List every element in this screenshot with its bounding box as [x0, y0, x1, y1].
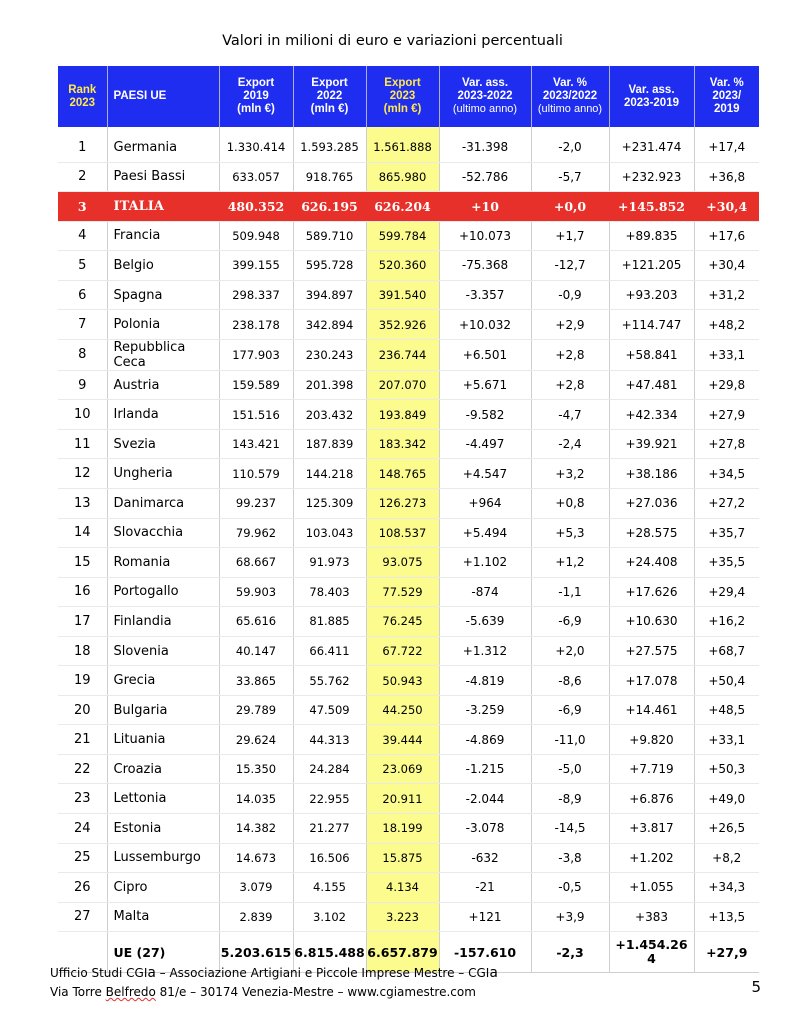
- country-cell: ITALIA: [107, 192, 219, 222]
- var-ass-2-cell: +232.923: [609, 162, 694, 192]
- var-ass-2-cell: +14.461: [609, 695, 694, 725]
- country-cell: Lussemburgo: [107, 843, 219, 873]
- table-row: [58, 754, 759, 784]
- var-ass-1-cell: -52.786: [439, 162, 531, 192]
- var-ass-2-cell: +28.575: [609, 518, 694, 548]
- var-ass-1-cell: +121: [439, 902, 531, 932]
- var-ass-1-cell: -1.215: [439, 754, 531, 784]
- rank-cell: 13: [58, 489, 107, 519]
- table-title: Valori in milioni di euro e variazioni percentuali: [222, 33, 563, 49]
- country-cell: Irlanda: [107, 400, 219, 430]
- rank-cell: 6: [58, 280, 107, 310]
- var-ass-1-cell: -3.259: [439, 695, 531, 725]
- export-2019-cell: 68.667: [219, 548, 293, 578]
- var-ass-1-cell: -3.357: [439, 280, 531, 310]
- var-pct-2-cell: +17,4: [694, 127, 759, 162]
- export-2019-cell: 59.903: [219, 577, 293, 607]
- export-2023-cell: 865.980: [366, 162, 439, 192]
- var-pct-1-cell: -0,9: [531, 280, 609, 310]
- rank-cell: 16: [58, 577, 107, 607]
- page-number: 5: [751, 978, 761, 996]
- var-pct-2-cell: +68,7: [694, 636, 759, 666]
- var-pct-1-cell: -6,9: [531, 695, 609, 725]
- export-2022-cell: 91.973: [293, 548, 366, 578]
- export-2019-cell: 33.865: [219, 666, 293, 696]
- rank-cell: 22: [58, 754, 107, 784]
- var-ass-1-cell: -9.582: [439, 400, 531, 430]
- table-row: [58, 221, 759, 251]
- export-2023-cell: 1.561.888: [366, 127, 439, 162]
- var-pct-1-cell: -6,9: [531, 607, 609, 637]
- total-var-ass-1: -157.610: [439, 932, 531, 973]
- var-pct-1-cell: +3,2: [531, 459, 609, 489]
- rank-cell: 9: [58, 370, 107, 400]
- country-cell: Germania: [107, 127, 219, 162]
- export-2019-cell: 238.178: [219, 310, 293, 340]
- export-2019-cell: 159.589: [219, 370, 293, 400]
- export-2019-cell: 298.337: [219, 280, 293, 310]
- rank-cell: 5: [58, 251, 107, 281]
- table-row: [58, 695, 759, 725]
- table-row: [58, 666, 759, 696]
- rank-cell: 12: [58, 459, 107, 489]
- var-ass-2-cell: +38.186: [609, 459, 694, 489]
- var-pct-1-cell: +2,8: [531, 370, 609, 400]
- rank-cell: 26: [58, 873, 107, 903]
- table-row: [58, 192, 759, 222]
- rank-cell: 10: [58, 400, 107, 430]
- table-row: [58, 429, 759, 459]
- export-2022-cell: 595.728: [293, 251, 366, 281]
- var-pct-2-cell: +27,2: [694, 489, 759, 519]
- export-2022-cell: 144.218: [293, 459, 366, 489]
- total-export-2022: 6.815.488: [293, 932, 366, 973]
- rank-cell: 3: [58, 192, 107, 222]
- export-2022-cell: 3.102: [293, 902, 366, 932]
- country-cell: Cipro: [107, 873, 219, 903]
- export-2022-cell: 78.403: [293, 577, 366, 607]
- export-2022-cell: 16.506: [293, 843, 366, 873]
- export-2019-cell: 15.350: [219, 754, 293, 784]
- rank-cell: 4: [58, 221, 107, 251]
- country-cell: Grecia: [107, 666, 219, 696]
- var-pct-1-cell: -8,6: [531, 666, 609, 696]
- export-2023-cell: 207.070: [366, 370, 439, 400]
- export-2023-cell: 18.199: [366, 814, 439, 844]
- country-cell: Bulgaria: [107, 695, 219, 725]
- table-row: [58, 251, 759, 281]
- export-2019-cell: 399.155: [219, 251, 293, 281]
- export-2022-cell: 918.765: [293, 162, 366, 192]
- export-table: [58, 66, 759, 973]
- rank-cell: 21: [58, 725, 107, 755]
- header-export-2023: Export 2023 (mln €): [366, 66, 439, 127]
- var-pct-1-cell: -12,7: [531, 251, 609, 281]
- rank-cell: 8: [58, 339, 107, 370]
- rank-cell: 18: [58, 636, 107, 666]
- table-row: [58, 370, 759, 400]
- var-ass-1-cell: -3.078: [439, 814, 531, 844]
- total-var-pct-1: -2,3: [531, 932, 609, 973]
- export-2023-cell: 148.765: [366, 459, 439, 489]
- var-ass-2-cell: +27.575: [609, 636, 694, 666]
- var-ass-1-cell: +10: [439, 192, 531, 222]
- export-2022-cell: 47.509: [293, 695, 366, 725]
- var-ass-2-cell: +24.408: [609, 548, 694, 578]
- var-ass-1-cell: -4.869: [439, 725, 531, 755]
- var-ass-2-cell: +231.474: [609, 127, 694, 162]
- rank-cell: 23: [58, 784, 107, 814]
- var-pct-2-cell: +33,1: [694, 339, 759, 370]
- var-ass-1-cell: -75.368: [439, 251, 531, 281]
- var-ass-1-cell: -21: [439, 873, 531, 903]
- export-2022-cell: 626.195: [293, 192, 366, 222]
- var-pct-2-cell: +33,1: [694, 725, 759, 755]
- table-row: [58, 548, 759, 578]
- export-2023-cell: 20.911: [366, 784, 439, 814]
- country-cell: Ungheria: [107, 459, 219, 489]
- country-cell: Malta: [107, 902, 219, 932]
- export-2019-cell: 480.352: [219, 192, 293, 222]
- export-2022-cell: 4.155: [293, 873, 366, 903]
- table-row: [58, 636, 759, 666]
- var-ass-1-cell: +6.501: [439, 339, 531, 370]
- var-ass-2-cell: +17.078: [609, 666, 694, 696]
- total-var-ass-2: +1.454.26 4: [609, 932, 694, 973]
- export-2022-cell: 55.762: [293, 666, 366, 696]
- export-2022-cell: 1.593.285: [293, 127, 366, 162]
- var-pct-1-cell: -2,4: [531, 429, 609, 459]
- header-rank: Rank 2023: [58, 66, 107, 127]
- var-ass-1-cell: +10.073: [439, 221, 531, 251]
- export-2022-cell: 81.885: [293, 607, 366, 637]
- var-pct-2-cell: +29,8: [694, 370, 759, 400]
- var-ass-1-cell: +1.312: [439, 636, 531, 666]
- export-2023-cell: 93.075: [366, 548, 439, 578]
- var-pct-1-cell: +2,8: [531, 339, 609, 370]
- var-ass-1-cell: +5.494: [439, 518, 531, 548]
- table-row: [58, 784, 759, 814]
- table-row: [58, 162, 759, 192]
- var-pct-2-cell: +29,4: [694, 577, 759, 607]
- header-export-2022: Export 2022 (mln €): [293, 66, 366, 127]
- export-2022-cell: 187.839: [293, 429, 366, 459]
- var-pct-2-cell: +50,3: [694, 754, 759, 784]
- var-ass-2-cell: +17.626: [609, 577, 694, 607]
- var-pct-2-cell: +35,5: [694, 548, 759, 578]
- var-pct-2-cell: +48,2: [694, 310, 759, 340]
- country-cell: Finlandia: [107, 607, 219, 637]
- table-row: [58, 725, 759, 755]
- export-2022-cell: 125.309: [293, 489, 366, 519]
- var-pct-1-cell: -5,0: [531, 754, 609, 784]
- var-pct-1-cell: -11,0: [531, 725, 609, 755]
- var-ass-2-cell: +89.835: [609, 221, 694, 251]
- var-ass-1-cell: +10.032: [439, 310, 531, 340]
- country-cell: Polonia: [107, 310, 219, 340]
- country-cell: Lettonia: [107, 784, 219, 814]
- export-2023-cell: 626.204: [366, 192, 439, 222]
- export-2022-cell: 203.432: [293, 400, 366, 430]
- var-ass-2-cell: +6.876: [609, 784, 694, 814]
- export-2022-cell: 22.955: [293, 784, 366, 814]
- export-2019-cell: 14.382: [219, 814, 293, 844]
- var-pct-2-cell: +34,3: [694, 873, 759, 903]
- var-pct-2-cell: +36,8: [694, 162, 759, 192]
- export-2023-cell: 599.784: [366, 221, 439, 251]
- export-2019-cell: 2.839: [219, 902, 293, 932]
- export-2019-cell: 14.035: [219, 784, 293, 814]
- export-2019-cell: 143.421: [219, 429, 293, 459]
- export-2023-cell: 15.875: [366, 843, 439, 873]
- var-ass-2-cell: +1.202: [609, 843, 694, 873]
- var-ass-1-cell: +5.671: [439, 370, 531, 400]
- export-2023-cell: 39.444: [366, 725, 439, 755]
- var-pct-2-cell: +30,4: [694, 251, 759, 281]
- var-ass-1-cell: +964: [439, 489, 531, 519]
- var-ass-2-cell: +93.203: [609, 280, 694, 310]
- export-2019-cell: 40.147: [219, 636, 293, 666]
- export-2022-cell: 342.894: [293, 310, 366, 340]
- country-cell: Lituania: [107, 725, 219, 755]
- export-2023-cell: 50.943: [366, 666, 439, 696]
- country-cell: Austria: [107, 370, 219, 400]
- country-cell: Repubblica Ceca: [107, 339, 219, 370]
- total-export-2019: 5.203.615: [219, 932, 293, 973]
- country-cell: Danimarca: [107, 489, 219, 519]
- var-ass-2-cell: +383: [609, 902, 694, 932]
- export-2023-cell: 183.342: [366, 429, 439, 459]
- export-2023-cell: 3.223: [366, 902, 439, 932]
- var-pct-2-cell: +13,5: [694, 902, 759, 932]
- export-2022-cell: 66.411: [293, 636, 366, 666]
- var-pct-1-cell: -0,5: [531, 873, 609, 903]
- var-ass-2-cell: +9.820: [609, 725, 694, 755]
- var-pct-1-cell: +5,3: [531, 518, 609, 548]
- header-export-2019: Export 2019 (mln €): [219, 66, 293, 127]
- rank-cell: 17: [58, 607, 107, 637]
- table-row: [58, 843, 759, 873]
- export-2019-cell: 65.616: [219, 607, 293, 637]
- var-ass-2-cell: +145.852: [609, 192, 694, 222]
- country-cell: Francia: [107, 221, 219, 251]
- export-2019-cell: 1.330.414: [219, 127, 293, 162]
- footer: [50, 964, 498, 1002]
- var-ass-2-cell: +114.747: [609, 310, 694, 340]
- export-2023-cell: 44.250: [366, 695, 439, 725]
- header-var-pct-2023-2019: Var. % 2023/ 2019: [694, 66, 759, 127]
- export-2019-cell: 633.057: [219, 162, 293, 192]
- export-2022-cell: 21.277: [293, 814, 366, 844]
- var-ass-1-cell: -632: [439, 843, 531, 873]
- var-pct-2-cell: +8,2: [694, 843, 759, 873]
- total-label: UE (27): [107, 932, 219, 973]
- rank-cell: 2: [58, 162, 107, 192]
- total-var-pct-2: +27,9: [694, 932, 759, 973]
- export-2023-cell: 4.134: [366, 873, 439, 903]
- rank-cell: 7: [58, 310, 107, 340]
- var-pct-1-cell: -1,1: [531, 577, 609, 607]
- var-pct-1-cell: -14,5: [531, 814, 609, 844]
- var-ass-1-cell: -4.819: [439, 666, 531, 696]
- var-pct-2-cell: +35,7: [694, 518, 759, 548]
- export-2023-cell: 67.722: [366, 636, 439, 666]
- var-pct-1-cell: -8,9: [531, 784, 609, 814]
- var-ass-2-cell: +58.841: [609, 339, 694, 370]
- var-pct-2-cell: +34,5: [694, 459, 759, 489]
- total-export-2023: 6.657.879: [366, 932, 439, 973]
- var-ass-1-cell: -4.497: [439, 429, 531, 459]
- export-2022-cell: 44.313: [293, 725, 366, 755]
- export-2019-cell: 79.962: [219, 518, 293, 548]
- export-2019-cell: 151.516: [219, 400, 293, 430]
- export-2019-cell: 14.673: [219, 843, 293, 873]
- var-pct-2-cell: +31,2: [694, 280, 759, 310]
- header-var-ass-2023-2019: Var. ass. 2023-2019: [609, 66, 694, 127]
- header-var-ass-2023-2022: Var. ass. 2023-2022 (ultimo anno): [439, 66, 531, 127]
- export-2022-cell: 230.243: [293, 339, 366, 370]
- export-2019-cell: 509.948: [219, 221, 293, 251]
- rank-cell: 14: [58, 518, 107, 548]
- table-row: [58, 127, 759, 162]
- export-2022-cell: 394.897: [293, 280, 366, 310]
- rank-cell: 24: [58, 814, 107, 844]
- var-pct-1-cell: +2,0: [531, 636, 609, 666]
- export-2023-cell: 77.529: [366, 577, 439, 607]
- var-pct-1-cell: +3,9: [531, 902, 609, 932]
- export-2023-cell: 108.537: [366, 518, 439, 548]
- header-paesi: PAESI UE: [107, 66, 219, 127]
- var-pct-1-cell: +2,9: [531, 310, 609, 340]
- var-ass-2-cell: +10.630: [609, 607, 694, 637]
- var-pct-2-cell: +30,4: [694, 192, 759, 222]
- export-2023-cell: 76.245: [366, 607, 439, 637]
- export-2022-cell: 201.398: [293, 370, 366, 400]
- var-pct-2-cell: +16,2: [694, 607, 759, 637]
- country-cell: Estonia: [107, 814, 219, 844]
- var-pct-1-cell: +1,7: [531, 221, 609, 251]
- export-2023-cell: 391.540: [366, 280, 439, 310]
- footer-line-1: Ufficio Studi CGIa – Associazione Artigiani e Piccole Imprese Mestre – CGIa: [50, 965, 498, 981]
- var-ass-2-cell: +1.055: [609, 873, 694, 903]
- var-pct-1-cell: +0,0: [531, 192, 609, 222]
- var-pct-2-cell: +50,4: [694, 666, 759, 696]
- table-row: [58, 814, 759, 844]
- var-pct-2-cell: +17,6: [694, 221, 759, 251]
- var-ass-2-cell: +42.334: [609, 400, 694, 430]
- table-body: [58, 127, 759, 932]
- country-cell: Spagna: [107, 280, 219, 310]
- export-2023-cell: 352.926: [366, 310, 439, 340]
- table-row: [58, 400, 759, 430]
- rank-cell: 27: [58, 902, 107, 932]
- table-row: [58, 459, 759, 489]
- export-2023-cell: 126.273: [366, 489, 439, 519]
- export-2019-cell: 177.903: [219, 339, 293, 370]
- export-2022-cell: 24.284: [293, 754, 366, 784]
- var-ass-2-cell: +121.205: [609, 251, 694, 281]
- export-2022-cell: 103.043: [293, 518, 366, 548]
- country-cell: Croazia: [107, 754, 219, 784]
- country-cell: Svezia: [107, 429, 219, 459]
- var-ass-2-cell: +47.481: [609, 370, 694, 400]
- country-cell: Slovenia: [107, 636, 219, 666]
- var-pct-1-cell: +1,2: [531, 548, 609, 578]
- footer-line-2: Via Torre Belfredo 81/e – 30174 Venezia-Mestre – www.cgiamestre.com: [50, 985, 476, 999]
- var-pct-1-cell: -4,7: [531, 400, 609, 430]
- country-cell: Romania: [107, 548, 219, 578]
- export-2023-cell: 193.849: [366, 400, 439, 430]
- var-pct-2-cell: +48,5: [694, 695, 759, 725]
- var-ass-2-cell: +3.817: [609, 814, 694, 844]
- var-pct-1-cell: -3,8: [531, 843, 609, 873]
- rank-cell: 15: [58, 548, 107, 578]
- rank-cell: 1: [58, 127, 107, 162]
- var-ass-1-cell: -5.639: [439, 607, 531, 637]
- var-ass-1-cell: -874: [439, 577, 531, 607]
- table-row: [58, 607, 759, 637]
- table-row: [58, 902, 759, 932]
- export-2023-cell: 236.744: [366, 339, 439, 370]
- header-var-pct-2023-2022: Var. % 2023/2022 (ultimo anno): [531, 66, 609, 127]
- header-row: [58, 66, 759, 127]
- export-2019-cell: 29.789: [219, 695, 293, 725]
- country-cell: Belgio: [107, 251, 219, 281]
- var-pct-2-cell: +49,0: [694, 784, 759, 814]
- rank-cell: 19: [58, 666, 107, 696]
- table-row: [58, 518, 759, 548]
- var-pct-2-cell: +27,8: [694, 429, 759, 459]
- table-row: [58, 577, 759, 607]
- export-2022-cell: 589.710: [293, 221, 366, 251]
- var-pct-1-cell: -2,0: [531, 127, 609, 162]
- var-ass-2-cell: +27.036: [609, 489, 694, 519]
- export-2023-cell: 23.069: [366, 754, 439, 784]
- var-ass-1-cell: -31.398: [439, 127, 531, 162]
- rank-cell: 11: [58, 429, 107, 459]
- rank-cell: 25: [58, 843, 107, 873]
- var-ass-2-cell: +39.921: [609, 429, 694, 459]
- export-2023-cell: 520.360: [366, 251, 439, 281]
- var-pct-2-cell: +27,9: [694, 400, 759, 430]
- export-2019-cell: 29.624: [219, 725, 293, 755]
- country-cell: Paesi Bassi: [107, 162, 219, 192]
- table-row: [58, 280, 759, 310]
- var-ass-1-cell: +1.102: [439, 548, 531, 578]
- table-row: [58, 339, 759, 370]
- var-ass-1-cell: +4.547: [439, 459, 531, 489]
- var-ass-1-cell: -2.044: [439, 784, 531, 814]
- export-2019-cell: 110.579: [219, 459, 293, 489]
- var-pct-1-cell: +0,8: [531, 489, 609, 519]
- rank-cell: 20: [58, 695, 107, 725]
- var-pct-1-cell: -5,7: [531, 162, 609, 192]
- var-pct-2-cell: +26,5: [694, 814, 759, 844]
- table-row: [58, 489, 759, 519]
- table-row: [58, 310, 759, 340]
- country-cell: Slovacchia: [107, 518, 219, 548]
- table-row: [58, 873, 759, 903]
- export-2019-cell: 3.079: [219, 873, 293, 903]
- var-ass-2-cell: +7.719: [609, 754, 694, 784]
- export-2019-cell: 99.237: [219, 489, 293, 519]
- country-cell: Portogallo: [107, 577, 219, 607]
